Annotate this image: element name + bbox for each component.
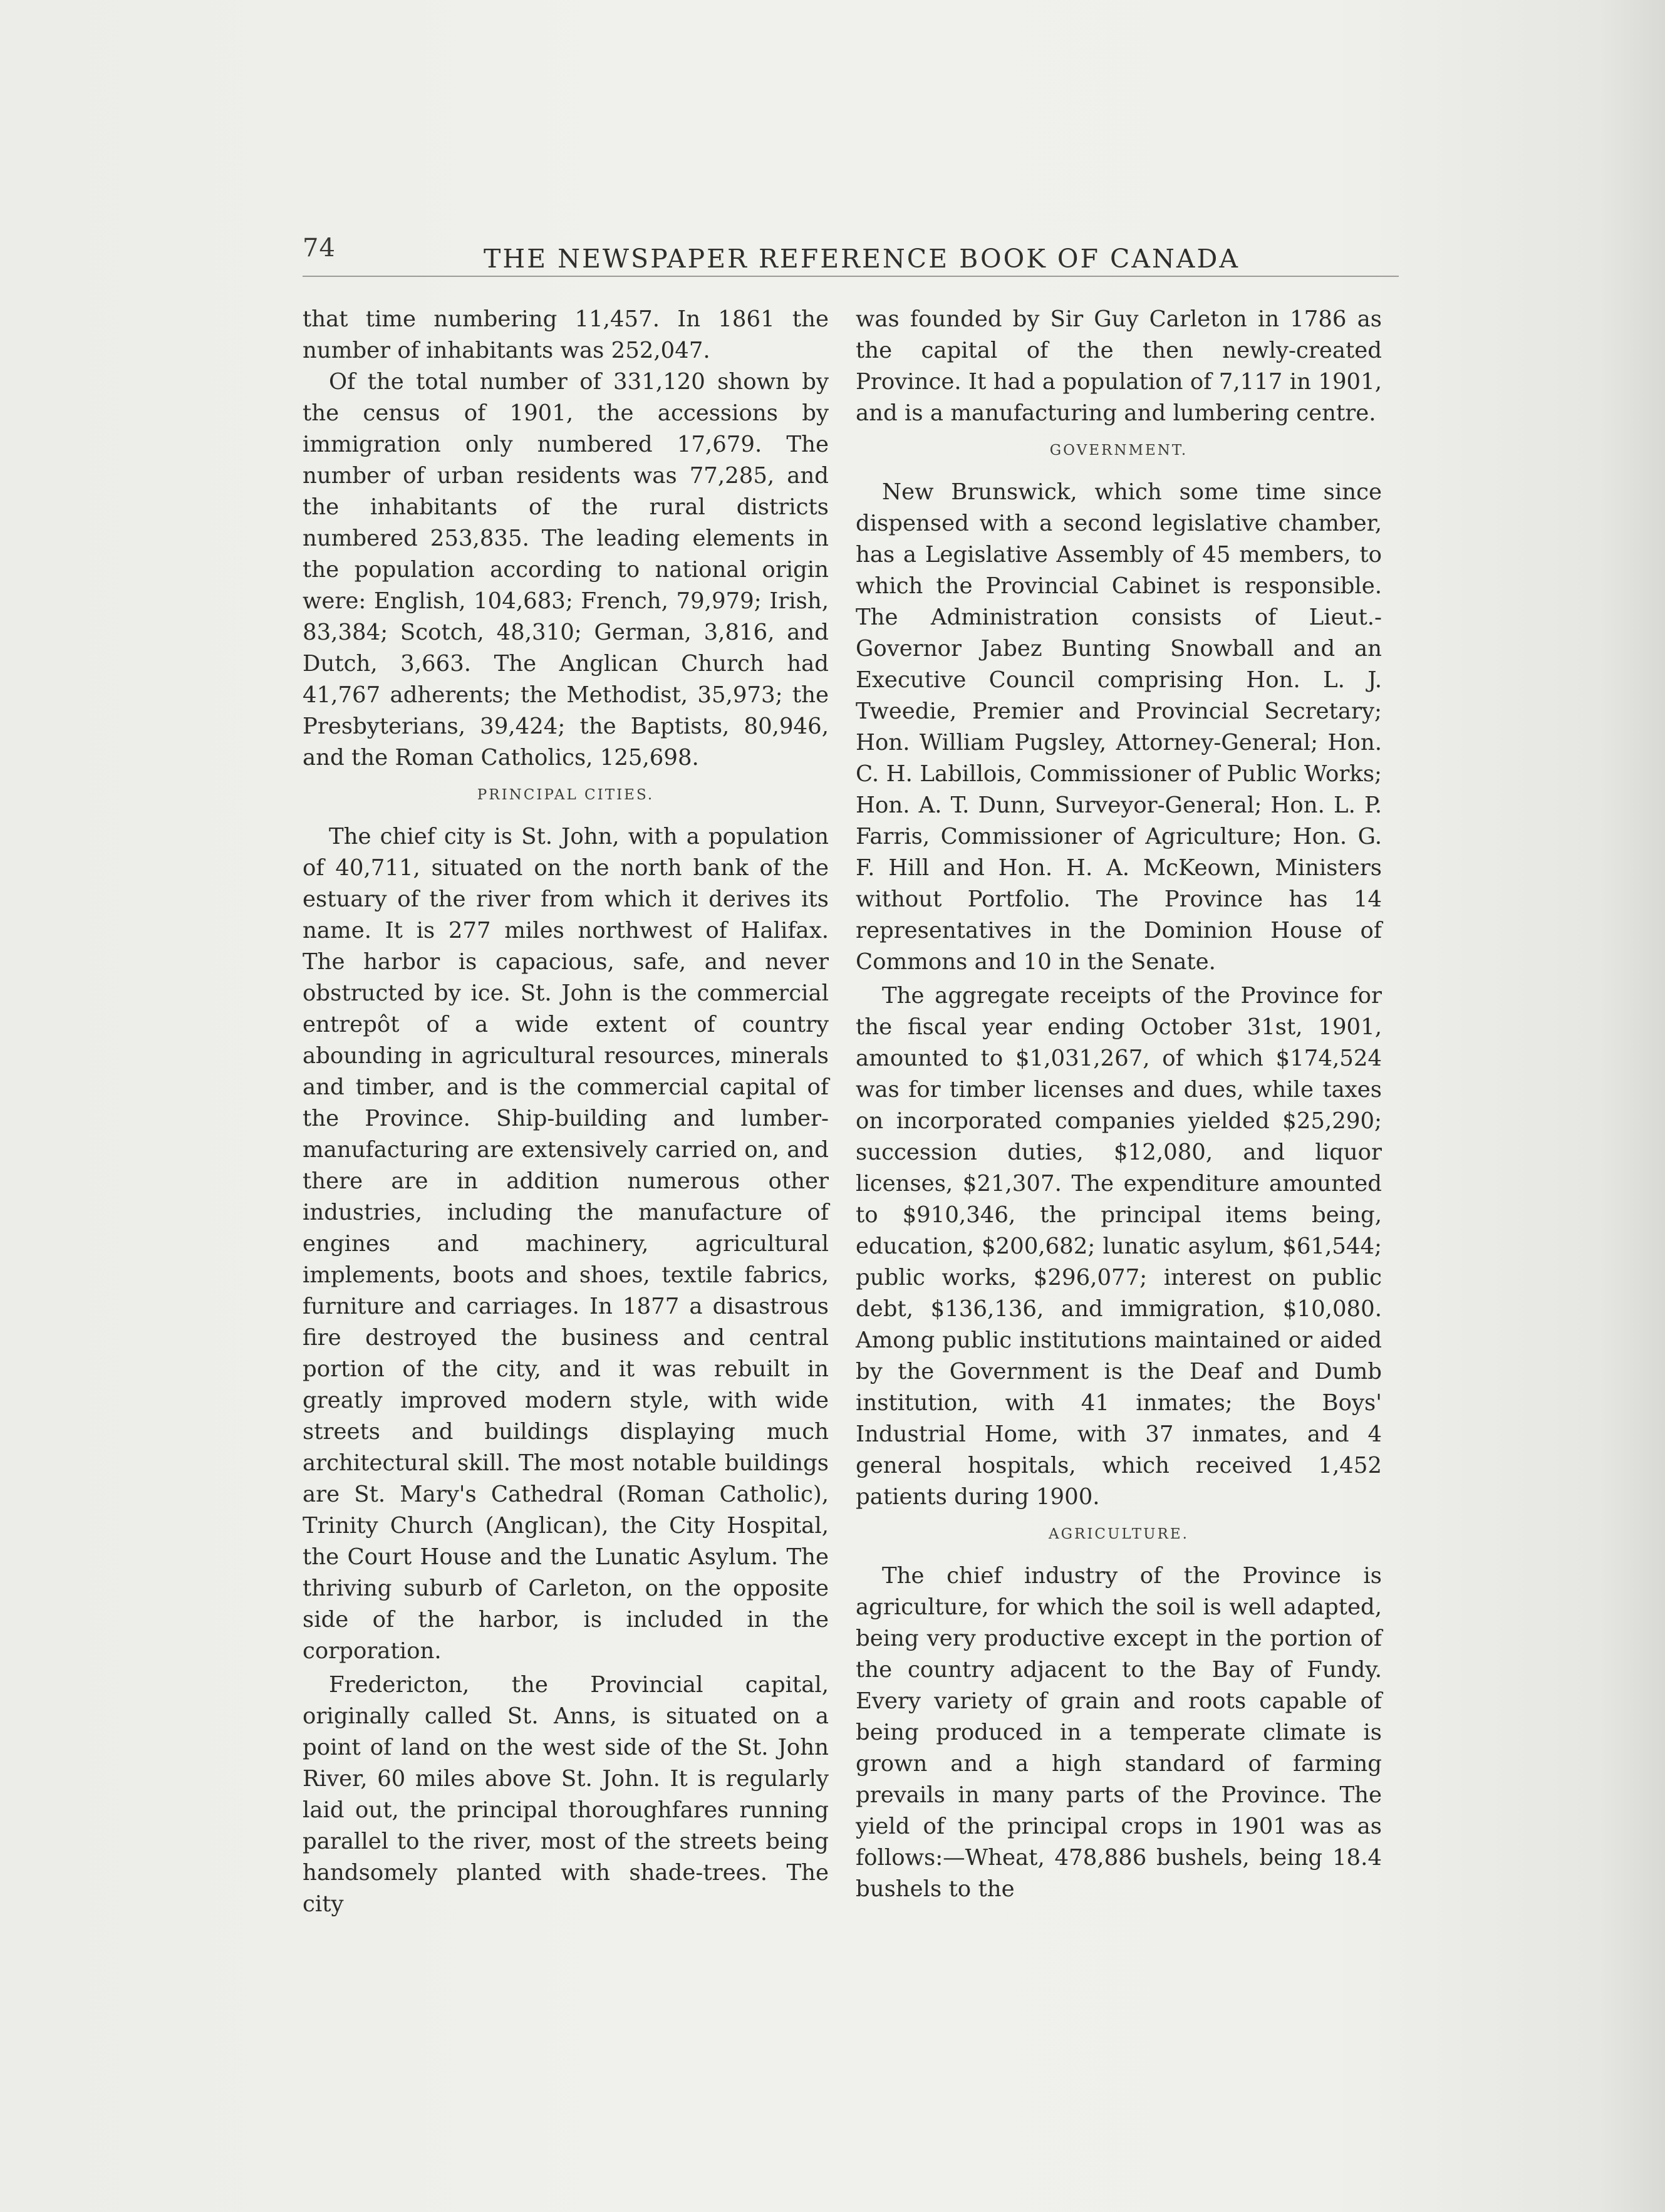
right-column <box>856 304 1382 1905</box>
header-rule <box>303 276 1399 277</box>
paragraph-right-1: was founded by Sir Guy Carleton in 1786 as the capital of the then newly-created Province. It had a population of 7,117 in 1901, and is a manufacturing and lumbering centre. <box>856 306 1382 426</box>
paragraph-left-4: Fredericton, the Provincial capital, originally called St. Anns, is situated on a point of land on the west side of the St. John River, 60 miles above St. John. It is regularly laid out, the principal thoroughfares running parallel to the river, most of the streets being handsomely planted with shade-trees. The city <box>303 1672 829 1917</box>
page-number: 74 <box>303 234 336 262</box>
paragraph-right-3: The aggregate receipts of the Province for the fiscal year ending October 31st, 1901, amounted to $1,031,267, of which $174,524 was for timber licenses and dues, while taxes on incorporated companies yielded $25,290; succession duties, $12,080, and liquor licenses, $21,307. The expenditure amounted to $910,346, the principal items being, education, $200,682; lunatic asylum, $61,544; public works, $296,077; interest on public debt, $136,136, and immigration, $10,080. Among public institutions maintained or aided by the Government is the Deaf and Dumb institution, with 41 inmates; the Boys' Industrial Home, with 37 inmates, and 4 general hospitals, which received 1,452 patients during 1900. <box>856 983 1382 1510</box>
running-title: THE NEWSPAPER REFERENCE BOOK OF CANADA <box>484 244 1240 274</box>
section-heading-principal-cities: PRINCIPAL CITIES. <box>477 787 655 803</box>
paragraph-right-2: New Brunswick, which some time since dispensed with a second legislative chamber, has a Legislative Assembly of 45 members, to which the Provincial Cabinet is responsible. The Administration consists of Lieut.-Governor Jabez Bunting Snowball and an Executive Council comprising Hon. L. J. Tweedie, Premier and Provincial Secretary; Hon. William Pugsley, Attorney-General; Hon. C. H. Labillois, Commissioner of Public Works; Hon. A. T. Dunn, Surveyor-General; Hon. L. P. Farris, Commissioner of Agriculture; Hon. G. F. Hill and Hon. H. A. McKeown, Ministers without Portfolio. The Province has 14 representatives in the Dominion House of Commons and 10 in the Senate. <box>856 479 1382 975</box>
section-heading-government: GOVERNMENT. <box>1049 442 1188 459</box>
paragraph-left-2: Of the total number of 331,120 shown by the census of 1901, the accessions by immigration only numbered 17,679. The number of urban residents was 77,285, and the inhabitants of the rural districts numbered 253,835. The leading elements in the population according to national origin were: English, 104,683; French, 79,979; Irish, 83,384; Scotch, 48,310; German, 3,816, and Dutch, 3,663. The Anglican Church had 41,767 adherents; the Methodist, 35,973; the Presbyterians, 39,424; the Baptists, 80,946, and the Roman Catholics, 125,698. <box>303 369 829 771</box>
paragraph-left-1: that time numbering 11,457. In 1861 the number of inhabitants was 252,047. <box>303 306 829 363</box>
left-column <box>303 304 829 1920</box>
section-heading-agriculture: AGRICULTURE. <box>1049 1526 1189 1542</box>
paragraph-right-4: The chief industry of the Province is agriculture, for which the soil is well adapted, being very productive except in the portion of the country adjacent to the Bay of Fundy. Every variety of grain and roots capable of being produced in a temperate climate is grown and a high standard of farming prevails in many parts of the Province. The yield of the principal crops in 1901 was as follows:—Wheat, 478,886 bushels, being 18.4 bushels to the <box>856 1563 1382 1902</box>
paragraph-left-3: The chief city is St. John, with a population of 40,711, situated on the north bank of the estuary of the river from which it derives its name. It is 277 miles northwest of Halifax. The harbor is capacious, safe, and never obstructed by ice. St. John is the commercial entrepôt of a wide extent of country abounding in agricultural resources, minerals and timber, and is the commercial capital of the Province. Ship-building and lumber-manufacturing are extensively carried on, and there are in addition numerous other industries, including the manufacture of engines and machinery, agricultural implements, boots and shoes, textile fabrics, furniture and carriages. In 1877 a disastrous fire destroyed the business and central portion of the city, and it was rebuilt in greatly improved modern style, with wide streets and buildings displaying much architectural skill. The most notable buildings are St. Mary's Cathedral (Roman Catholic), Trinity Church (Anglican), the City Hospital, the Court House and the Lunatic Asylum. The thriving suburb of Carleton, on the opposite side of the harbor, is included in the corporation. <box>303 824 829 1664</box>
